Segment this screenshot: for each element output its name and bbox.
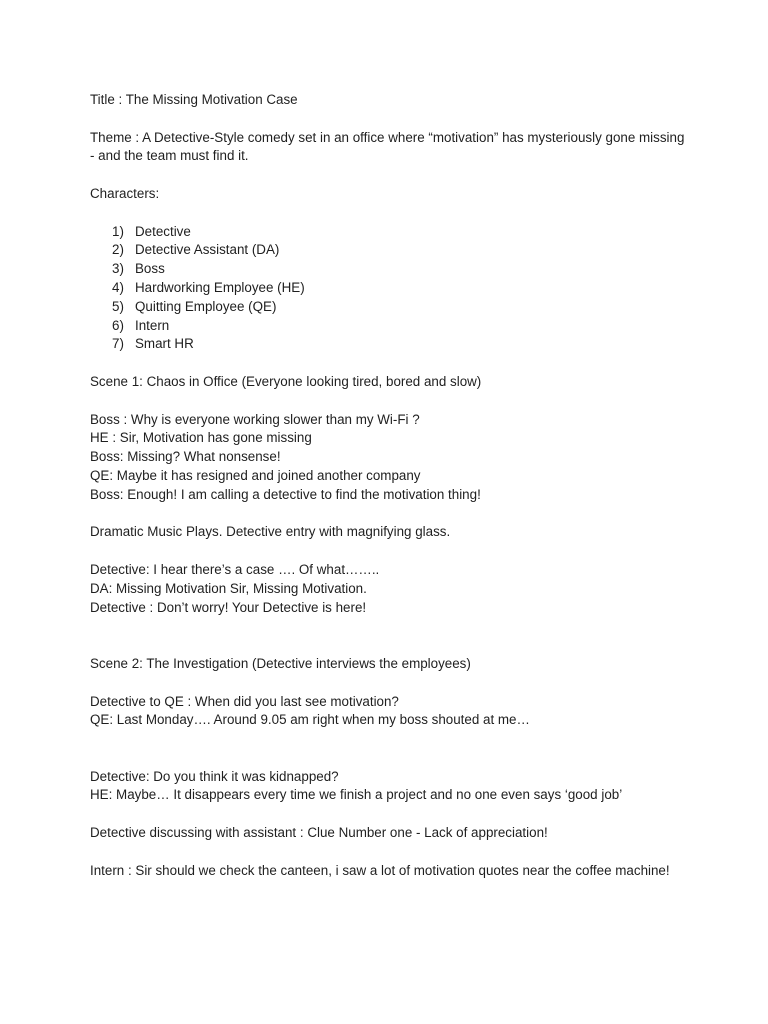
spacer xyxy=(90,730,690,768)
document-page xyxy=(90,91,690,880)
dialogue-line: HE: Maybe… It disappears every time we finish a project and no one even says ‘good job’ xyxy=(90,787,623,803)
spacer xyxy=(90,617,690,655)
list-number: 3) xyxy=(112,261,124,277)
list-number: 1) xyxy=(112,223,124,239)
dialogue-line: QE: Maybe it has resigned and joined another company xyxy=(90,467,421,483)
theme-paragraph: Theme : A Detective-Style comedy set in an office where “motivation” has mysteriously gone missing - and the team must find it. xyxy=(90,129,685,164)
dialogue-line: QE: Last Monday…. Around 9.05 am right when my boss shouted at me… xyxy=(90,712,530,728)
character-name: Boss xyxy=(135,261,165,277)
spacer xyxy=(90,805,690,824)
character-name: Intern xyxy=(135,317,170,333)
characters-heading: Characters: xyxy=(90,185,160,201)
character-name: Quitting Employee (QE) xyxy=(135,298,277,314)
characters-list xyxy=(90,223,690,355)
list-item xyxy=(90,335,690,354)
list-number: 2) xyxy=(112,242,124,258)
title-line: Title : The Missing Motivation Case xyxy=(90,92,298,107)
list-item xyxy=(90,279,690,298)
spacer xyxy=(90,166,690,185)
list-number: 7) xyxy=(112,336,124,352)
dialogue-line: Detective to QE : When did you last see motivation? xyxy=(90,693,399,709)
dialogue-line: Detective : Don’t worry! Your Detective is here! xyxy=(90,599,367,615)
character-name: Detective Assistant (DA) xyxy=(135,242,280,258)
spacer xyxy=(90,505,690,524)
scene1-heading: Scene 1: Chaos in Office (Everyone looking tired, bored and slow) xyxy=(90,373,482,389)
list-item xyxy=(90,241,690,260)
spacer xyxy=(90,674,690,693)
spacer xyxy=(90,392,690,411)
list-item xyxy=(90,260,690,279)
list-number: 5) xyxy=(112,298,124,314)
scene2-heading: Scene 2: The Investigation (Detective interviews the employees) xyxy=(90,655,471,671)
character-name: Smart HR xyxy=(135,336,194,352)
character-name: Hardworking Employee (HE) xyxy=(135,279,305,295)
spacer xyxy=(90,204,690,223)
dialogue-line: Boss : Why is everyone working slower than my Wi-Fi ? xyxy=(90,411,420,427)
clue-line: Detective discussing with assistant : Clue Number one - Lack of appreciation! xyxy=(90,825,548,841)
list-number: 4) xyxy=(112,279,124,295)
list-item xyxy=(90,317,690,336)
spacer xyxy=(90,110,690,129)
dialogue-line: Detective: Do you think it was kidnapped? xyxy=(90,768,339,784)
character-name: Detective xyxy=(135,223,191,239)
list-item xyxy=(90,223,690,242)
dialogue-line: Boss: Missing? What nonsense! xyxy=(90,449,281,465)
list-item xyxy=(90,298,690,317)
spacer xyxy=(90,542,690,561)
dialogue-line: Boss: Enough! I am calling a detective to find the motivation thing! xyxy=(90,486,481,502)
dialogue-line: DA: Missing Motivation Sir, Missing Motivation. xyxy=(90,580,367,596)
intern-line: Intern : Sir should we check the canteen, i saw a lot of motivation quotes near the coffee machine! xyxy=(90,862,670,878)
dialogue-line: Detective: I hear there’s a case …. Of what…….. xyxy=(90,561,380,577)
stage-direction: Dramatic Music Plays. Detective entry with magnifying glass. xyxy=(90,524,451,540)
spacer xyxy=(90,843,690,862)
list-number: 6) xyxy=(112,317,124,333)
spacer xyxy=(90,354,690,373)
dialogue-line: HE : Sir, Motivation has gone missing xyxy=(90,430,312,446)
